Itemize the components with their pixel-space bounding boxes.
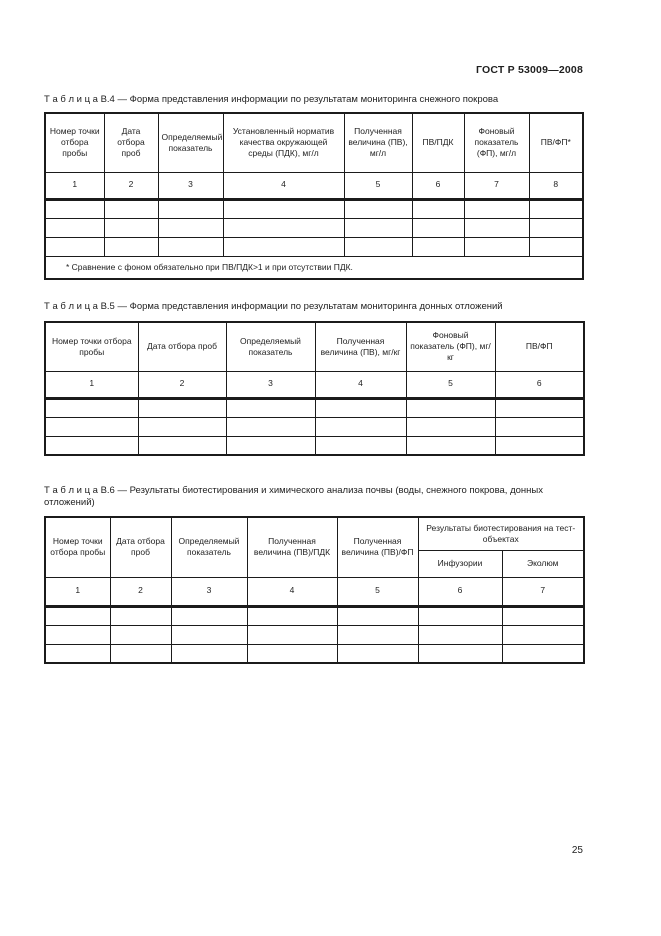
empty-cell (138, 398, 226, 417)
table-b4 (44, 112, 584, 280)
empty-cell (226, 417, 315, 436)
column-number: 1 (45, 172, 104, 199)
column-header: Фоновый показатель (ФП), мг/л (464, 113, 529, 172)
column-number: 1 (45, 371, 138, 398)
table-b4-caption: Т а б л и ц а В.4 — Форма представления информации по результатам мониторинга снежного покрова (44, 94, 499, 105)
column-number: 4 (223, 172, 344, 199)
empty-cell (45, 218, 104, 237)
empty-cell (344, 237, 412, 256)
empty-data-row (45, 417, 584, 436)
empty-cell (45, 436, 138, 455)
group-column-header: Результаты биотестирования на тест-объектах (418, 517, 584, 550)
empty-cell (45, 237, 104, 256)
empty-cell (171, 606, 247, 625)
column-number: 3 (158, 172, 223, 199)
empty-data-row (45, 218, 583, 237)
empty-cell (158, 237, 223, 256)
empty-cell (464, 218, 529, 237)
column-number: 2 (104, 172, 158, 199)
column-number: 4 (315, 371, 406, 398)
empty-cell (344, 199, 412, 218)
empty-data-row (45, 644, 584, 663)
column-header: Полученная величина (ПВ)/ФП (337, 517, 418, 577)
empty-cell (247, 644, 337, 663)
empty-cell (529, 237, 583, 256)
empty-cell (529, 218, 583, 237)
table-b6-header-row (45, 517, 584, 550)
empty-cell (104, 199, 158, 218)
column-header: ПВ/ФП* (529, 113, 583, 172)
empty-cell (412, 218, 464, 237)
empty-cell (110, 644, 171, 663)
empty-cell (45, 625, 110, 644)
sub-column-header: Инфузории (418, 550, 502, 577)
empty-cell (247, 625, 337, 644)
empty-cell (315, 436, 406, 455)
empty-data-row (45, 606, 584, 625)
empty-cell (247, 606, 337, 625)
table-b5 (44, 321, 585, 456)
column-number: 7 (464, 172, 529, 199)
empty-cell (412, 237, 464, 256)
column-number: 8 (529, 172, 583, 199)
column-number: 3 (171, 577, 247, 606)
empty-cell (337, 644, 418, 663)
empty-cell (315, 398, 406, 417)
empty-data-row (45, 625, 584, 644)
empty-cell (45, 606, 110, 625)
empty-cell (344, 218, 412, 237)
column-header: Определяемый показатель (158, 113, 223, 172)
table-b5-number-row (45, 371, 584, 398)
empty-cell (226, 398, 315, 417)
empty-cell (464, 237, 529, 256)
empty-cell (171, 625, 247, 644)
standard-reference: ГОСТ Р 53009—2008 (475, 64, 583, 76)
column-number: 5 (344, 172, 412, 199)
empty-cell (495, 436, 584, 455)
column-number: 2 (110, 577, 171, 606)
column-number: 5 (337, 577, 418, 606)
empty-cell (45, 398, 138, 417)
column-header: Полученная величина (ПВ), мг/кг (315, 322, 406, 371)
empty-cell (104, 218, 158, 237)
empty-cell (406, 417, 495, 436)
table-b6-caption: Т а б л и ц а В.6 — Результаты биотестирования и химического анализа почвы (воды, снежного покрова, донных отложений) (44, 485, 543, 509)
column-header: Дата отбора проб (104, 113, 158, 172)
empty-cell (223, 218, 344, 237)
empty-cell (315, 417, 406, 436)
empty-cell (104, 237, 158, 256)
empty-cell (502, 644, 584, 663)
table-b4-header-row (45, 113, 583, 172)
column-header: Дата отбора проб (110, 517, 171, 577)
column-number: 1 (45, 577, 110, 606)
empty-cell (226, 436, 315, 455)
column-number: 6 (495, 371, 584, 398)
empty-cell (223, 237, 344, 256)
column-number: 7 (502, 577, 584, 606)
column-header: Фоновый показатель (ФП), мг/кг (406, 322, 495, 371)
column-header: Определяемый показатель (226, 322, 315, 371)
empty-cell (110, 606, 171, 625)
column-number: 6 (412, 172, 464, 199)
empty-cell (529, 199, 583, 218)
column-number: 4 (247, 577, 337, 606)
empty-cell (45, 199, 104, 218)
table-b4-footnote-row (45, 256, 583, 279)
empty-cell (158, 218, 223, 237)
column-header: ПВ/ПДК (412, 113, 464, 172)
column-number: 6 (418, 577, 502, 606)
page-number: 25 (571, 845, 583, 856)
empty-cell (158, 199, 223, 218)
column-header: Полученная величина (ПВ), мг/л (344, 113, 412, 172)
column-header: Полученная величина (ПВ)/ПДК (247, 517, 337, 577)
empty-data-row (45, 237, 583, 256)
empty-cell (502, 625, 584, 644)
empty-cell (171, 644, 247, 663)
empty-cell (110, 625, 171, 644)
empty-data-row (45, 398, 584, 417)
table-b4-number-row (45, 172, 583, 199)
table-b6-number-row (45, 577, 584, 606)
table-footnote: * Сравнение с фоном обязательно при ПВ/ПДК>1 и при отсутствии ПДК. (45, 256, 583, 279)
column-number: 5 (406, 371, 495, 398)
empty-data-row (45, 199, 583, 218)
sub-column-header: Эколюм (502, 550, 584, 577)
column-header: Номер точки отбора пробы (45, 113, 104, 172)
empty-cell (223, 199, 344, 218)
empty-cell (45, 644, 110, 663)
empty-cell (464, 199, 529, 218)
empty-cell (495, 417, 584, 436)
empty-cell (418, 606, 502, 625)
table-b5-header-row (45, 322, 584, 371)
column-header: Дата отбора проб (138, 322, 226, 371)
column-header: Номер точки отбора пробы (45, 322, 138, 371)
empty-cell (418, 625, 502, 644)
empty-cell (412, 199, 464, 218)
empty-cell (138, 436, 226, 455)
empty-cell (337, 625, 418, 644)
column-header: Установленный норматив качества окружающей среды (ПДК), мг/л (223, 113, 344, 172)
empty-cell (406, 398, 495, 417)
column-header: Номер точки отбора пробы (45, 517, 110, 577)
table-b5-caption: Т а б л и ц а В.5 — Форма представления информации по результатам мониторинга донных отложений (44, 301, 503, 312)
empty-cell (406, 436, 495, 455)
column-number: 3 (226, 371, 315, 398)
column-header: Определяемый показатель (171, 517, 247, 577)
empty-cell (45, 417, 138, 436)
empty-cell (337, 606, 418, 625)
empty-cell (418, 644, 502, 663)
table-b6 (44, 516, 585, 664)
empty-cell (495, 398, 584, 417)
empty-cell (138, 417, 226, 436)
empty-cell (502, 606, 584, 625)
column-header: ПВ/ФП (495, 322, 584, 371)
empty-data-row (45, 436, 584, 455)
column-number: 2 (138, 371, 226, 398)
